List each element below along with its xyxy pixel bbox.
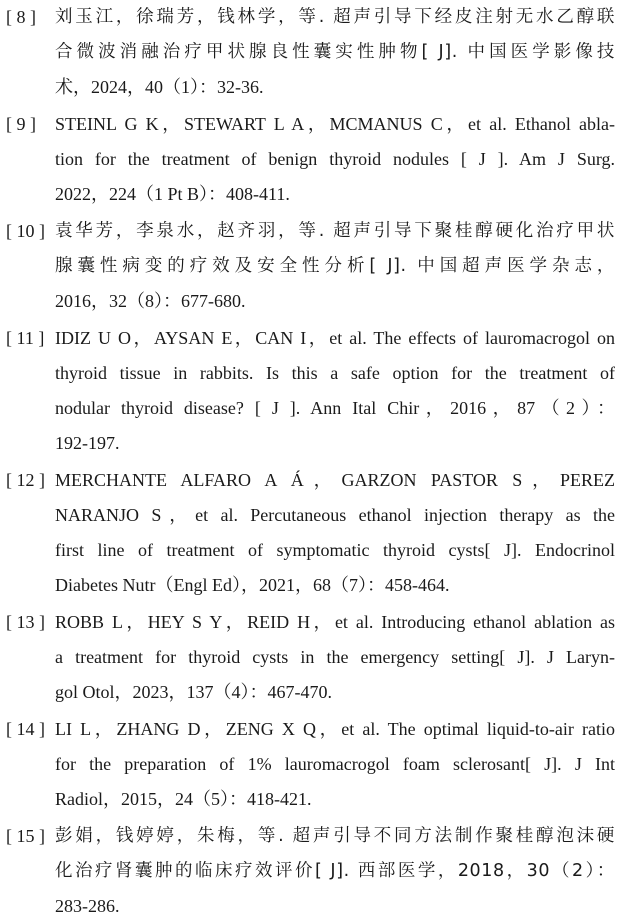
reference-line: Diabetes Nutr（Engl Ed），2021，68（7）：458-464. <box>55 575 450 595</box>
reference-11 <box>0 321 631 461</box>
reference-line: 192-197. <box>55 433 120 453</box>
reference-line: 2022，224（1 Pt B）：408-411. <box>55 184 290 204</box>
reference-number: [ 9 ] <box>6 114 36 134</box>
reference-line: tion for the treatment of benign thyroid nodules [ J ]. Am J Surg. <box>55 149 615 169</box>
reference-12 <box>0 463 631 603</box>
reference-number: [ 8 ] <box>6 7 36 27</box>
reference-line: 腺囊性病变的疗效及安全性分析[ J]. 中国超声医学杂志， <box>55 256 615 276</box>
reference-10 <box>0 214 631 319</box>
reference-line: a treatment for thyroid cysts in the emergency setting[ J]. J Laryn- <box>55 647 615 667</box>
reference-number: [ 14 ] <box>6 719 45 739</box>
reference-line: IDIZ U O，AYSAN E，CAN I，et al. The effects of lauromacrogol on <box>55 328 615 348</box>
reference-14 <box>0 712 631 817</box>
reference-line: for the preparation of 1% lauromacrogol foam sclerosant[ J]. J Int <box>55 754 615 774</box>
reference-number: [ 15 ] <box>6 826 45 846</box>
reference-number: [ 12 ] <box>6 470 45 490</box>
reference-number: [ 11 ] <box>6 328 45 348</box>
reference-13 <box>0 605 631 710</box>
reference-line: ROBB L，HEY S Y，REID H，et al. Introducing ethanol ablation as <box>55 612 615 632</box>
reference-8 <box>0 0 631 105</box>
reference-15 <box>0 819 631 924</box>
reference-line: NARANJO S，et al. Percutaneous ethanol injection therapy as the <box>55 505 615 525</box>
reference-line: 彭娟，钱婷婷，朱梅，等. 超声引导不同方法制作聚桂醇泡沫硬 <box>55 826 615 846</box>
reference-line: 283-286. <box>55 896 120 916</box>
reference-line: LI L，ZHANG D，ZENG X Q，et al. The optimal liquid-to-air ratio <box>55 719 615 739</box>
reference-line: 合微波消融治疗甲状腺良性囊实性肿物[ J]. 中国医学影像技 <box>55 42 615 62</box>
reference-line: Radiol，2015，24（5）：418-421. <box>55 789 312 809</box>
reference-line: MERCHANTE ALFARO A Á，GARZON PASTOR S，PEREZ <box>55 470 615 490</box>
reference-line: 袁华芳，李泉水，赵齐羽，等. 超声引导下聚桂醇硬化治疗甲状 <box>55 221 615 241</box>
reference-line: gol Otol，2023，137（4）：467-470. <box>55 682 332 702</box>
reference-line: 术，2024，40（1）：32-36. <box>55 77 264 97</box>
reference-line: first line of treatment of symptomatic thyroid cysts[ J]. Endocrinol <box>55 540 615 560</box>
reference-9 <box>0 107 631 212</box>
reference-number: [ 10 ] <box>6 221 45 241</box>
reference-line: 化治疗肾囊肿的临床疗效评价[ J]. 西部医学，2018，30（2）： <box>55 861 615 881</box>
reference-line: thyroid tissue in rabbits. Is this a safe option for the treatment of <box>55 363 615 383</box>
reference-number: [ 13 ] <box>6 612 45 632</box>
reference-line: nodular thyroid disease? [ J ]. Ann Ital Chir，2016，87（2）： <box>55 398 615 418</box>
reference-line: STEINL G K，STEWART L A，MCMANUS C，et al. Ethanol abla- <box>55 114 615 134</box>
reference-line: 刘玉江，徐瑞芳，钱林学，等. 超声引导下经皮注射无水乙醇联 <box>55 7 615 27</box>
reference-line: 2016，32（8）：677-680. <box>55 291 246 311</box>
